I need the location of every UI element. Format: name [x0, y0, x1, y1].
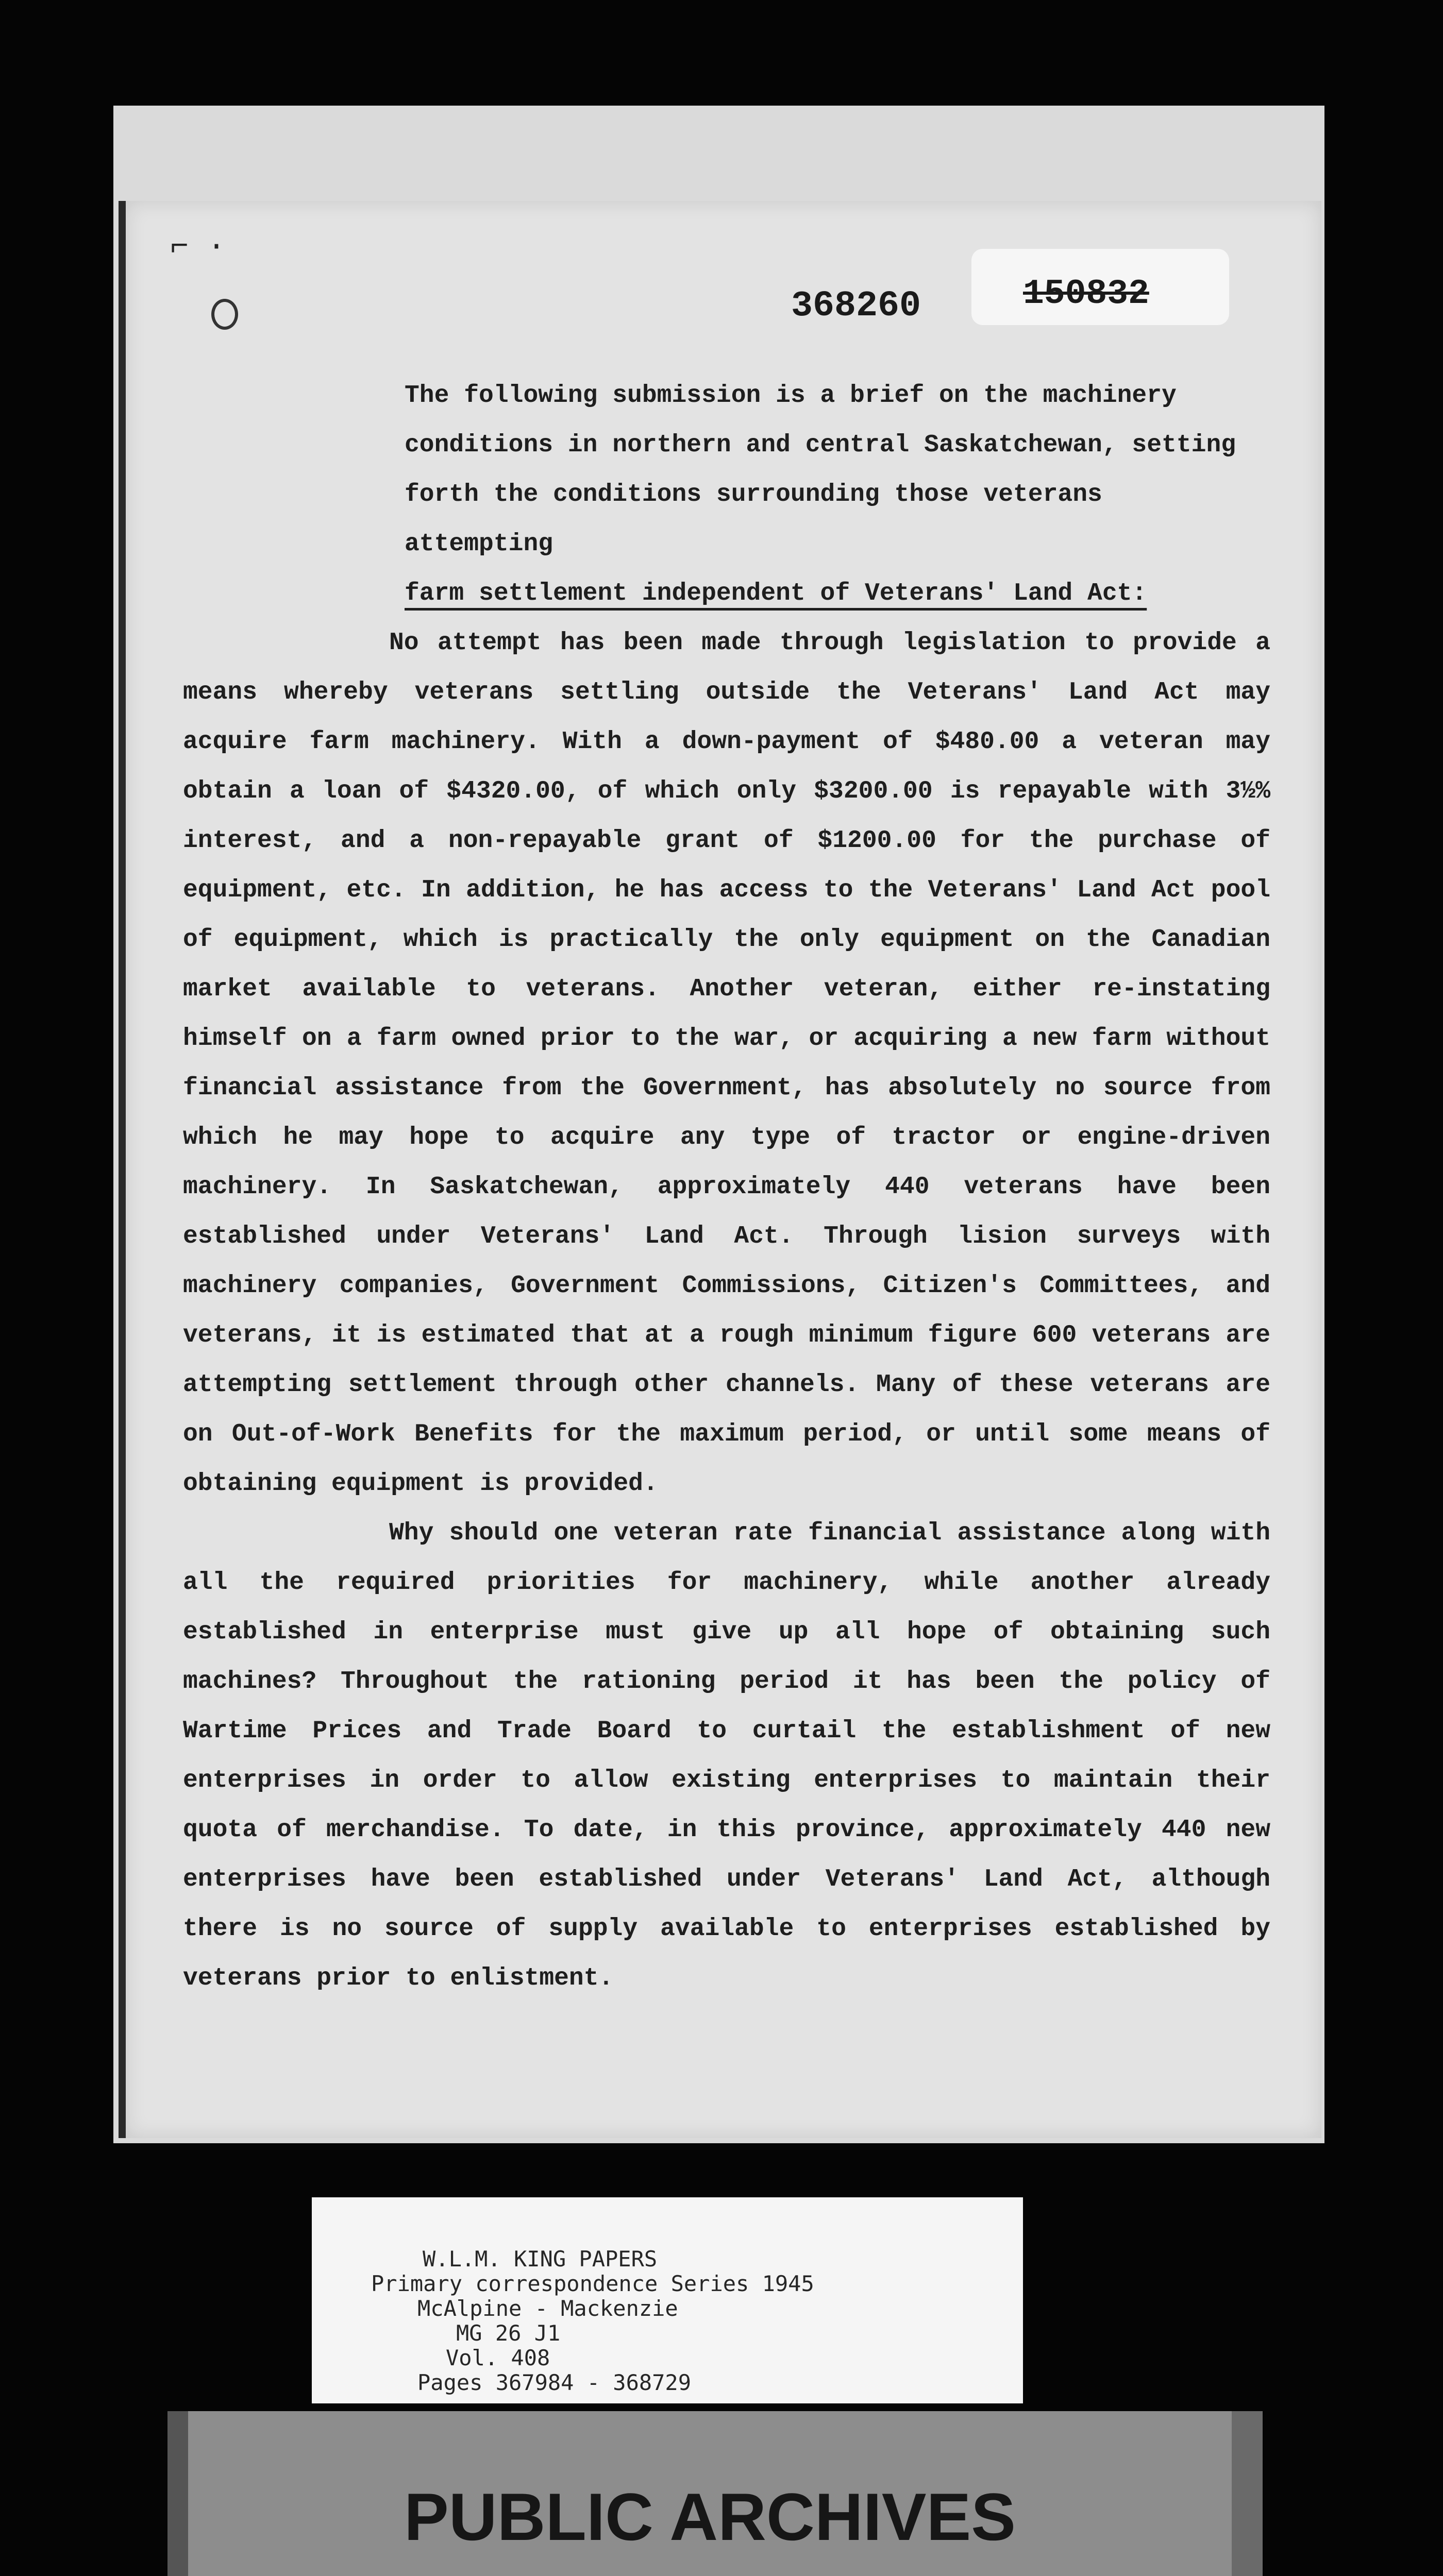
- page-number: 368260: [791, 286, 921, 327]
- archives-stamp: [167, 2411, 1263, 2576]
- intro-line-underlined: farm settlement independent of Veterans' Land Act:: [405, 580, 1147, 607]
- letter-body: [183, 371, 1270, 2003]
- paragraph-1: No attempt has been made through legislation to provide a means whereby veterans settling outside the Veterans' Land Act may acquire farm machinery. With a down-payment of $480.00 a veteran may obtain a loan of $4320.00, of which only $3200.00 is repayable with 3½% interest, and a non-repayable grant of $1200.00 for the purchase of equipment, etc. In addition, he has access to the Veterans' Land Act pool of equipment, which is practically the only equipment on the Canadian market available to veterans. Another veteran, either re-instating himself on a farm owned prior to the war, or acquiring a new farm without financial assistance from the Government, has absolutely no source from which he may hope to acquire any type of tractor or engine-driven machinery. In Saskatchewan, approximately 440 veterans have been established under Veterans' Land Act. Through lision surveys with machinery companies, Government Commissions, Citizen's Committees, and veterans, it is estimated that at a rough minimum figure 600 veterans are attempting settlement through other channels. Many of these veterans are on Out-of-Work Benefits for the maximum period, or until some means of obtaining equipment is provided.: [183, 629, 1270, 1498]
- catalog-card: [312, 2197, 1023, 2403]
- intro-line: forth the conditions surrounding those veterans attempting: [405, 481, 1102, 558]
- card-line: Primary correspondence Series 1945: [371, 2271, 814, 2296]
- stamp-line-english: PUBLIC ARCHIVES: [404, 2479, 1016, 2554]
- card-line: Pages 367984 - 368729: [417, 2370, 692, 2395]
- paragraph-2: Why should one veteran rate financial assistance along with all the required priorities for machinery, while another already established in enterprise must give up all hope of obtaining such machines? Throughout the rationing period it has been the policy of Wartime Prices and Trade Board to curtail the establishment of new enterprises in order to allow existing enterprises to maintain their quota of merchandise. To date, in this province, approximately 440 new enterprises have been established under Veterans' Land Act, although there is no source of supply available to enterprises established by veterans prior to enlistment.: [183, 1519, 1270, 1992]
- card-line: W.L.M. KING PAPERS: [423, 2246, 658, 2272]
- card-line: Vol. 408: [446, 2345, 550, 2370]
- crossed-out-number: 150832: [1023, 274, 1149, 314]
- intro-line: The following submission is a brief on the machinery: [405, 382, 1177, 410]
- punch-hole: [211, 299, 238, 330]
- card-line: McAlpine - Mackenzie: [417, 2296, 678, 2321]
- intro-line: conditions in northern and central Saskatchewan, setting: [405, 431, 1236, 459]
- corner-marks: ⌐ ·: [170, 230, 226, 265]
- card-line: MG 26 J1: [456, 2320, 561, 2346]
